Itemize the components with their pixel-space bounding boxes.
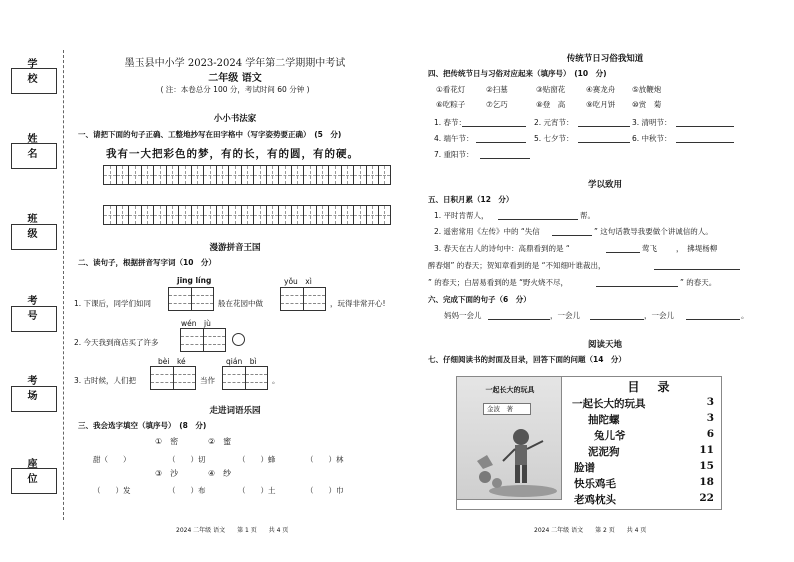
class-field[interactable] <box>11 224 57 250</box>
section-festival-title: 传统节日习俗我知道 <box>566 54 644 64</box>
sentence-3-part-a: 3. 古时候，人们把 <box>74 376 137 385</box>
book-cover-title: 一起长大的玩具 <box>485 386 535 394</box>
accumulate-3-d: 醉春烟” 的春天；贺知章看到的是 “不知细叶谁裁出， <box>428 261 606 270</box>
section-reading-title: 阅读天地 <box>587 340 622 350</box>
book-cover-author: 金波 著 <box>483 403 531 415</box>
footer-page-2: 2024 二年级 语文 第 2 页 共 4 页 <box>534 527 647 534</box>
festival-6-blank[interactable] <box>676 142 734 143</box>
festival-3-blank[interactable] <box>676 126 734 127</box>
accumulate-3-f: ” 的春天。 <box>680 278 717 287</box>
copy-sentence: 我有一大把彩色的梦，有的长，有的圆，有的硬。 <box>106 148 359 160</box>
festival-3: 3. 清明节： <box>632 118 672 127</box>
sentence-3-part-c: 。 <box>272 376 280 385</box>
name-field[interactable] <box>11 143 57 169</box>
toc-item-5: 脸谱 <box>574 462 595 474</box>
festival-1: 1. 春节： <box>434 118 467 127</box>
fill-2-3[interactable]: （ ）土 <box>238 486 276 495</box>
book-cover <box>456 376 562 500</box>
question-4-title: 四、把传统节日与习俗对应起来（填序号） (10 分) <box>428 69 607 78</box>
pinyin-beike: bèi ké <box>158 357 186 366</box>
section-pinyin-title: 漫游拼音王国 <box>209 243 261 253</box>
accumulate-3-blank-1[interactable] <box>606 252 640 253</box>
toc-page-2: 3 <box>706 412 714 424</box>
accumulate-3-c: ， 拂堤杨柳 <box>676 244 718 253</box>
festival-4: 4. 端午节： <box>434 134 474 143</box>
toc-page-4: 11 <box>699 444 714 456</box>
section-calligraphy-title: 小小书法家 <box>213 114 257 124</box>
question-2-title: 二、读句子，根据拼音写字词（10 分） <box>78 258 216 267</box>
question-7-title: 七、仔细阅读书的封面及目录，回答下面的问题（14 分） <box>428 355 626 364</box>
toc-item-1: 一起长大的玩具 <box>572 398 646 410</box>
festival-7-blank[interactable] <box>480 158 530 159</box>
accumulate-3-a: 3. 春天在古人的诗句中：高鼎看到的是 “ <box>434 244 570 253</box>
sentence-1-part-a: 1. 下课后，同学们如同 <box>74 299 152 308</box>
complete-a: 妈妈一会儿 <box>444 311 482 320</box>
custom-3: ③贴窗花 <box>536 85 566 94</box>
fill-1-4[interactable]: （ ）林 <box>306 455 344 464</box>
pinyin-qianbi: qián bì <box>226 357 257 366</box>
festival-2: 2. 元宵节： <box>534 118 574 127</box>
seat-label: 座 位 <box>27 459 43 485</box>
toc-item-7: 老鸡枕头 <box>574 494 616 506</box>
accumulate-2-a: 2. 遥密常用《左传》中的 “失信 <box>434 227 540 236</box>
exam-number-field[interactable] <box>11 306 57 332</box>
accumulate-1: 1. 平时肯帮人， <box>434 211 489 220</box>
pinyin-wenju: wén jù <box>181 319 211 328</box>
custom-7: ⑦乞巧 <box>486 100 508 109</box>
festival-2-blank[interactable] <box>578 126 630 127</box>
accumulate-3-e: ” 的春天；白居易看到的是 “野火烧不尽， <box>428 278 569 287</box>
complete-blank-3[interactable] <box>686 319 740 320</box>
complete-blank-2[interactable] <box>590 319 644 320</box>
school-label: 学 校 <box>27 59 43 85</box>
pinyin-youxi: yǒu xì <box>284 277 312 286</box>
fill-1-1[interactable]: 甜（ ） <box>93 455 131 464</box>
pinyin-jingling: jīng líng <box>177 276 212 285</box>
option-4: ④ 纱 <box>208 469 232 478</box>
festival-5: 5. 七夕节： <box>534 134 574 143</box>
name-label: 姓 名 <box>27 134 43 160</box>
festival-1-blank[interactable] <box>462 126 526 127</box>
answer-box-jingling[interactable] <box>168 287 214 311</box>
festival-5-blank[interactable] <box>578 142 630 143</box>
accumulate-2-b: ” 这句话教导我要做个讲诚信的人。 <box>594 227 713 236</box>
toc-item-3: 兔儿爷 <box>594 430 626 442</box>
fill-1-3[interactable]: （ ）蜂 <box>238 455 276 464</box>
writing-grid-row-2[interactable] <box>103 205 391 225</box>
custom-10: ⑩赏 菊 <box>632 100 662 109</box>
toc-heading: 目 录 <box>627 380 673 394</box>
sentence-1-part-b: 般在花园中做 <box>218 299 263 308</box>
festival-4-blank[interactable] <box>476 142 526 143</box>
fill-1-2[interactable]: （ ）切 <box>168 455 206 464</box>
complete-c: ，一会儿 <box>644 311 674 320</box>
answer-box-wenju[interactable] <box>180 328 226 352</box>
writing-grid-row-1[interactable] <box>103 165 391 185</box>
fill-2-2[interactable]: （ ）布 <box>168 486 206 495</box>
toc-page-3: 6 <box>706 428 714 440</box>
complete-d: 。 <box>741 311 749 320</box>
question-1-title: 一、请把下面的句子正确、工整地抄写在田字格中（写字姿势要正确） (5 分) <box>78 130 342 139</box>
complete-b: ，一会儿 <box>550 311 580 320</box>
option-1: ① 密 <box>155 437 179 446</box>
exam-room-label: 考 场 <box>27 376 43 402</box>
punctuation-circle[interactable] <box>232 333 245 346</box>
option-3: ③ 沙 <box>155 469 179 478</box>
toc-page-6: 18 <box>699 476 714 488</box>
custom-2: ②扫墓 <box>486 85 508 94</box>
accumulate-1-end: 帮。 <box>580 211 595 220</box>
question-3-title: 三、我会选字填空（填序号） (8 分) <box>78 421 207 430</box>
festival-7: 7. 重阳节： <box>434 150 474 159</box>
section-apply-title: 学以致用 <box>587 180 622 190</box>
sentence-1-part-c: ，玩得非常开心! <box>330 299 386 308</box>
toc-item-2: 抽陀螺 <box>588 414 620 426</box>
custom-8: ⑧登 高 <box>536 100 566 109</box>
fill-2-4[interactable]: （ ）巾 <box>306 486 344 495</box>
toc-page-7: 22 <box>699 492 714 504</box>
section-words-title: 走进词语乐园 <box>209 406 261 416</box>
exam-subtitle: 二年级 语文 <box>208 73 262 84</box>
class-label: 班 级 <box>27 214 43 240</box>
accumulate-3-b: 莺飞 <box>642 244 657 253</box>
accumulate-3-blank-3[interactable] <box>596 286 678 287</box>
accumulate-2-blank[interactable] <box>552 235 592 236</box>
accumulate-3-blank-2[interactable] <box>654 269 740 270</box>
exam-note: ( 注：本卷总分 100 分，考试时间 60 分钟 ) <box>160 85 310 94</box>
toc-page-1: 3 <box>706 396 714 408</box>
custom-1: ①看花灯 <box>436 85 466 94</box>
complete-blank-1[interactable] <box>488 319 550 320</box>
toc-page-5: 15 <box>699 460 714 472</box>
custom-4: ④赛龙舟 <box>586 85 616 94</box>
seat-field[interactable] <box>11 468 57 494</box>
custom-6: ⑥吃粽子 <box>436 100 466 109</box>
toc-item-4: 泥泥狗 <box>588 446 620 458</box>
festival-6: 6. 中秋节： <box>632 134 672 143</box>
sentence-3-part-b: 当作 <box>200 376 215 385</box>
exam-number-label: 考 号 <box>27 296 43 322</box>
school-field[interactable] <box>11 68 57 94</box>
binding-line <box>63 50 64 520</box>
question-6-title: 六、完成下面的句子（6 分） <box>428 295 531 304</box>
answer-box-youxi[interactable] <box>280 287 326 311</box>
sentence-2: 2. 今天我到商店买了许多 <box>74 338 159 347</box>
custom-9: ⑨吃月饼 <box>586 100 616 109</box>
answer-box-qianbi[interactable] <box>222 366 268 390</box>
exam-room-field[interactable] <box>11 386 57 412</box>
question-5-title: 五、日积月累（12 分） <box>428 195 514 204</box>
exam-title: 墨玉县中小学 2023-2024 学年第二学期期中考试 <box>124 58 346 69</box>
book-illustration <box>463 421 557 497</box>
option-2: ② 蜜 <box>208 437 232 446</box>
custom-5: ⑤放鞭炮 <box>632 85 662 94</box>
toc-item-6: 快乐鸡毛 <box>574 478 616 490</box>
footer-page-1: 2024 二年级 语文 第 1 页 共 4 页 <box>176 527 289 534</box>
fill-2-1[interactable]: （ ）发 <box>93 486 131 495</box>
accumulate-1-blank[interactable] <box>498 219 578 220</box>
answer-box-beike[interactable] <box>150 366 196 390</box>
